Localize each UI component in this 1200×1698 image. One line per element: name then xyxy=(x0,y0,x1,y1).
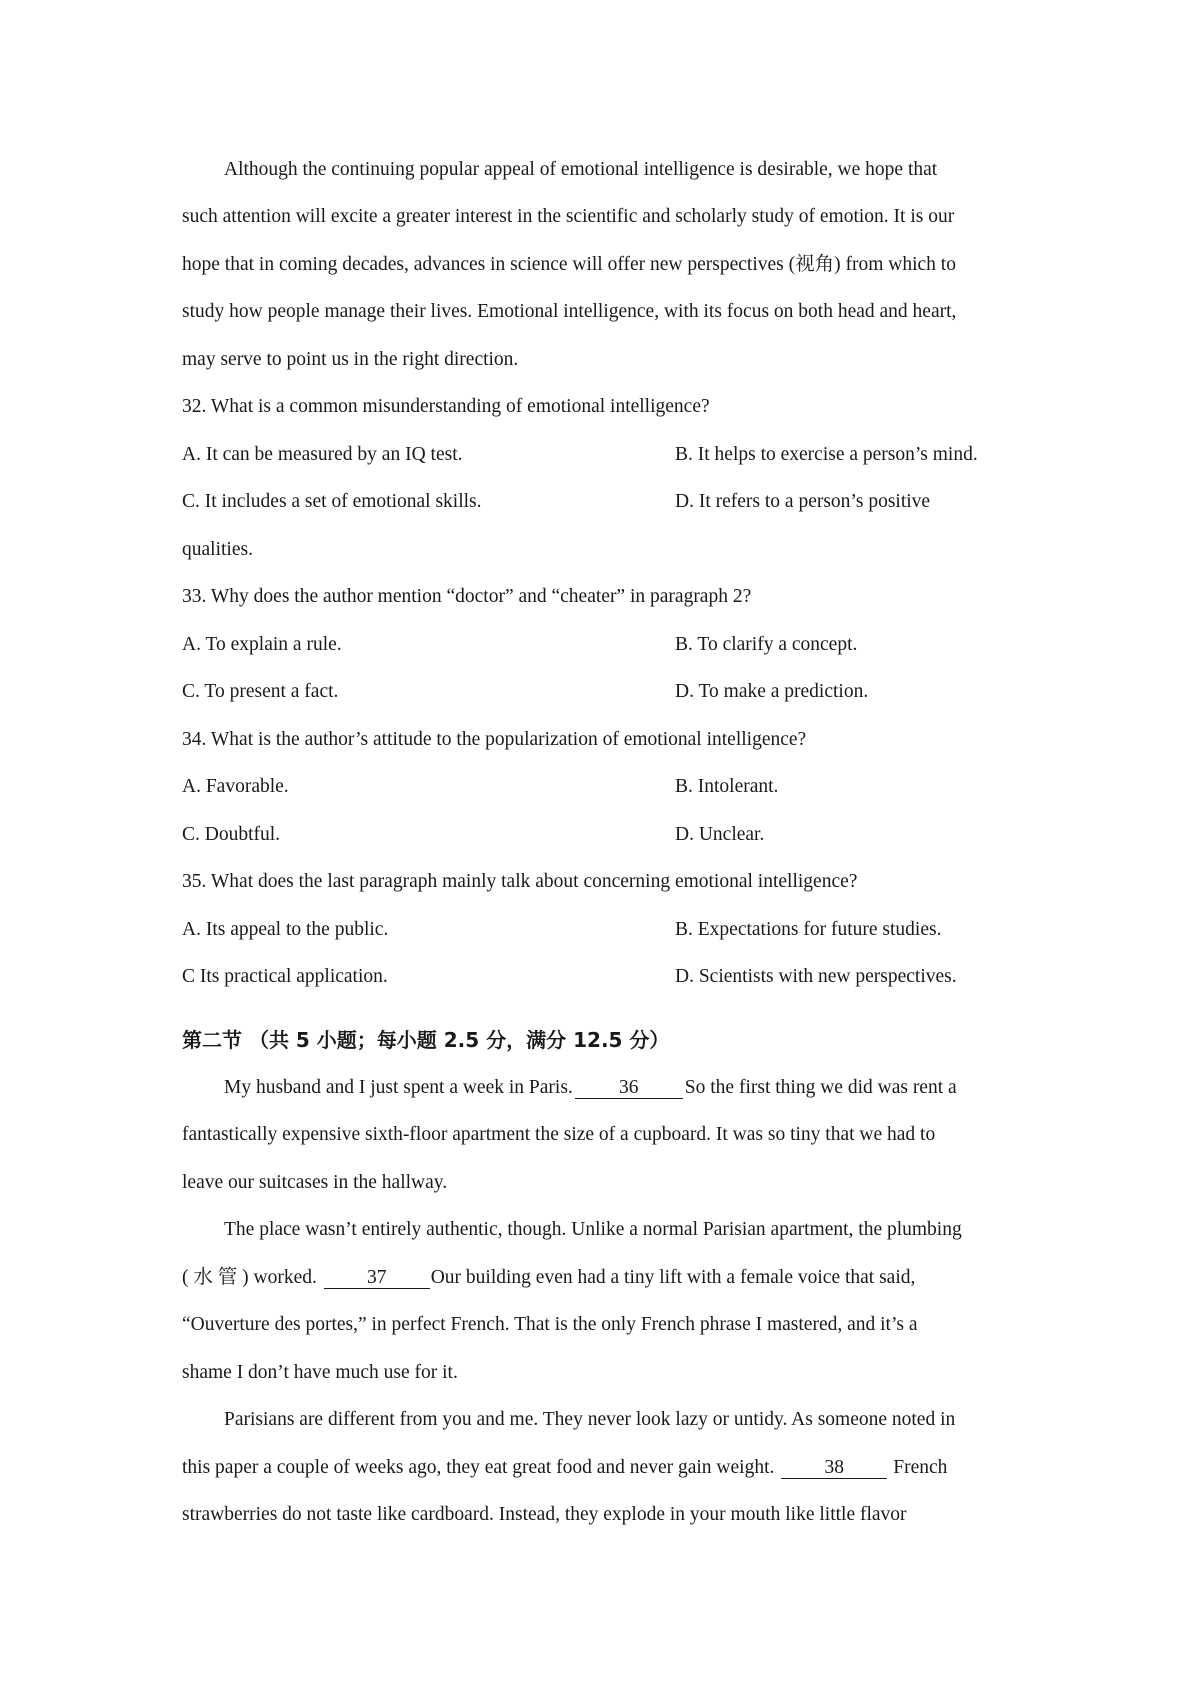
question-stem-34: 34. What is the author’s attitude to the popularization of emotional intelligence? xyxy=(182,729,807,750)
option-33-c: C. To present a fact. xyxy=(182,681,339,702)
option-33-a: A. To explain a rule. xyxy=(182,634,342,655)
paragraph-line: study how people manage their lives. Emotional intelligence, with its focus on both head and heart, xyxy=(182,301,957,322)
passage-line: Parisians are different from you and me. They never look lazy or untidy. As someone noted in xyxy=(224,1409,956,1430)
paragraph-line: Although the continuing popular appeal of emotional intelligence is desirable, we hope that xyxy=(224,159,938,180)
passage-line xyxy=(182,1456,947,1480)
option-32-c: C. It includes a set of emotional skills. xyxy=(182,491,482,512)
passage-line: fantastically expensive sixth-floor apartment the size of a cupboard. It was so tiny that we had to xyxy=(182,1124,936,1145)
option-32-d-continued: qualities. xyxy=(182,539,253,560)
answer-blank-36[interactable]: 36 xyxy=(575,1078,683,1099)
passage-text: So the first thing we did was rent a xyxy=(684,1077,957,1098)
passage-text: ( 水 管 ) worked. xyxy=(182,1267,317,1288)
passage-line: “Ouverture des portes,” in perfect French. That is the only French phrase I mastered, and it’s a xyxy=(182,1314,918,1335)
question-stem-33: 33. Why does the author mention “doctor” and “cheater” in paragraph 2? xyxy=(182,586,752,607)
option-35-c: C Its practical application. xyxy=(182,966,388,987)
passage-line: shame I don’t have much use for it. xyxy=(182,1362,458,1383)
section-heading: 第二节 （共 5 小题；每小题 2.5 分，满分 12.5 分） xyxy=(182,1028,670,1052)
paragraph-line: such attention will excite a greater interest in the scientific and scholarly study of emotion. It is our xyxy=(182,206,955,227)
passage-text: this paper a couple of weeks ago, they eat great food and never gain weight. xyxy=(182,1457,775,1478)
paragraph-line: hope that in coming decades, advances in science will offer new perspectives (视角) from which to xyxy=(182,254,956,275)
option-33-d: D. To make a prediction. xyxy=(675,681,869,702)
option-35-b: B. Expectations for future studies. xyxy=(675,919,942,940)
passage-text: My husband and I just spent a week in Paris. xyxy=(224,1077,573,1098)
passage-line: strawberries do not taste like cardboard. Instead, they explode in your mouth like little flavor xyxy=(182,1504,907,1525)
option-35-d: D. Scientists with new perspectives. xyxy=(675,966,957,987)
passage-line: The place wasn’t entirely authentic, though. Unlike a normal Parisian apartment, the plumbing xyxy=(224,1219,962,1240)
option-34-c: C. Doubtful. xyxy=(182,824,281,845)
option-32-d: D. It refers to a person’s positive xyxy=(675,491,931,512)
passage-line xyxy=(224,1076,957,1100)
passage-text: Our building even had a tiny lift with a female voice that said, xyxy=(430,1267,916,1288)
option-34-d: D. Unclear. xyxy=(675,824,765,845)
option-34-a: A. Favorable. xyxy=(182,776,289,797)
answer-blank-38[interactable]: 38 xyxy=(781,1458,887,1479)
passage-line: leave our suitcases in the hallway. xyxy=(182,1172,448,1193)
passage-line xyxy=(182,1266,915,1290)
option-35-a: A. Its appeal to the public. xyxy=(182,919,389,940)
option-34-b: B. Intolerant. xyxy=(675,776,779,797)
passage-text: French xyxy=(893,1457,948,1478)
option-32-b: B. It helps to exercise a person’s mind. xyxy=(675,444,978,465)
question-stem-35: 35. What does the last paragraph mainly talk about concerning emotional intelligence? xyxy=(182,871,858,892)
option-32-a: A. It can be measured by an IQ test. xyxy=(182,444,463,465)
question-stem-32: 32. What is a common misunderstanding of emotional intelligence? xyxy=(182,396,710,417)
answer-blank-37[interactable]: 37 xyxy=(324,1268,430,1289)
paragraph-line: may serve to point us in the right direction. xyxy=(182,349,519,370)
option-33-b: B. To clarify a concept. xyxy=(675,634,858,655)
